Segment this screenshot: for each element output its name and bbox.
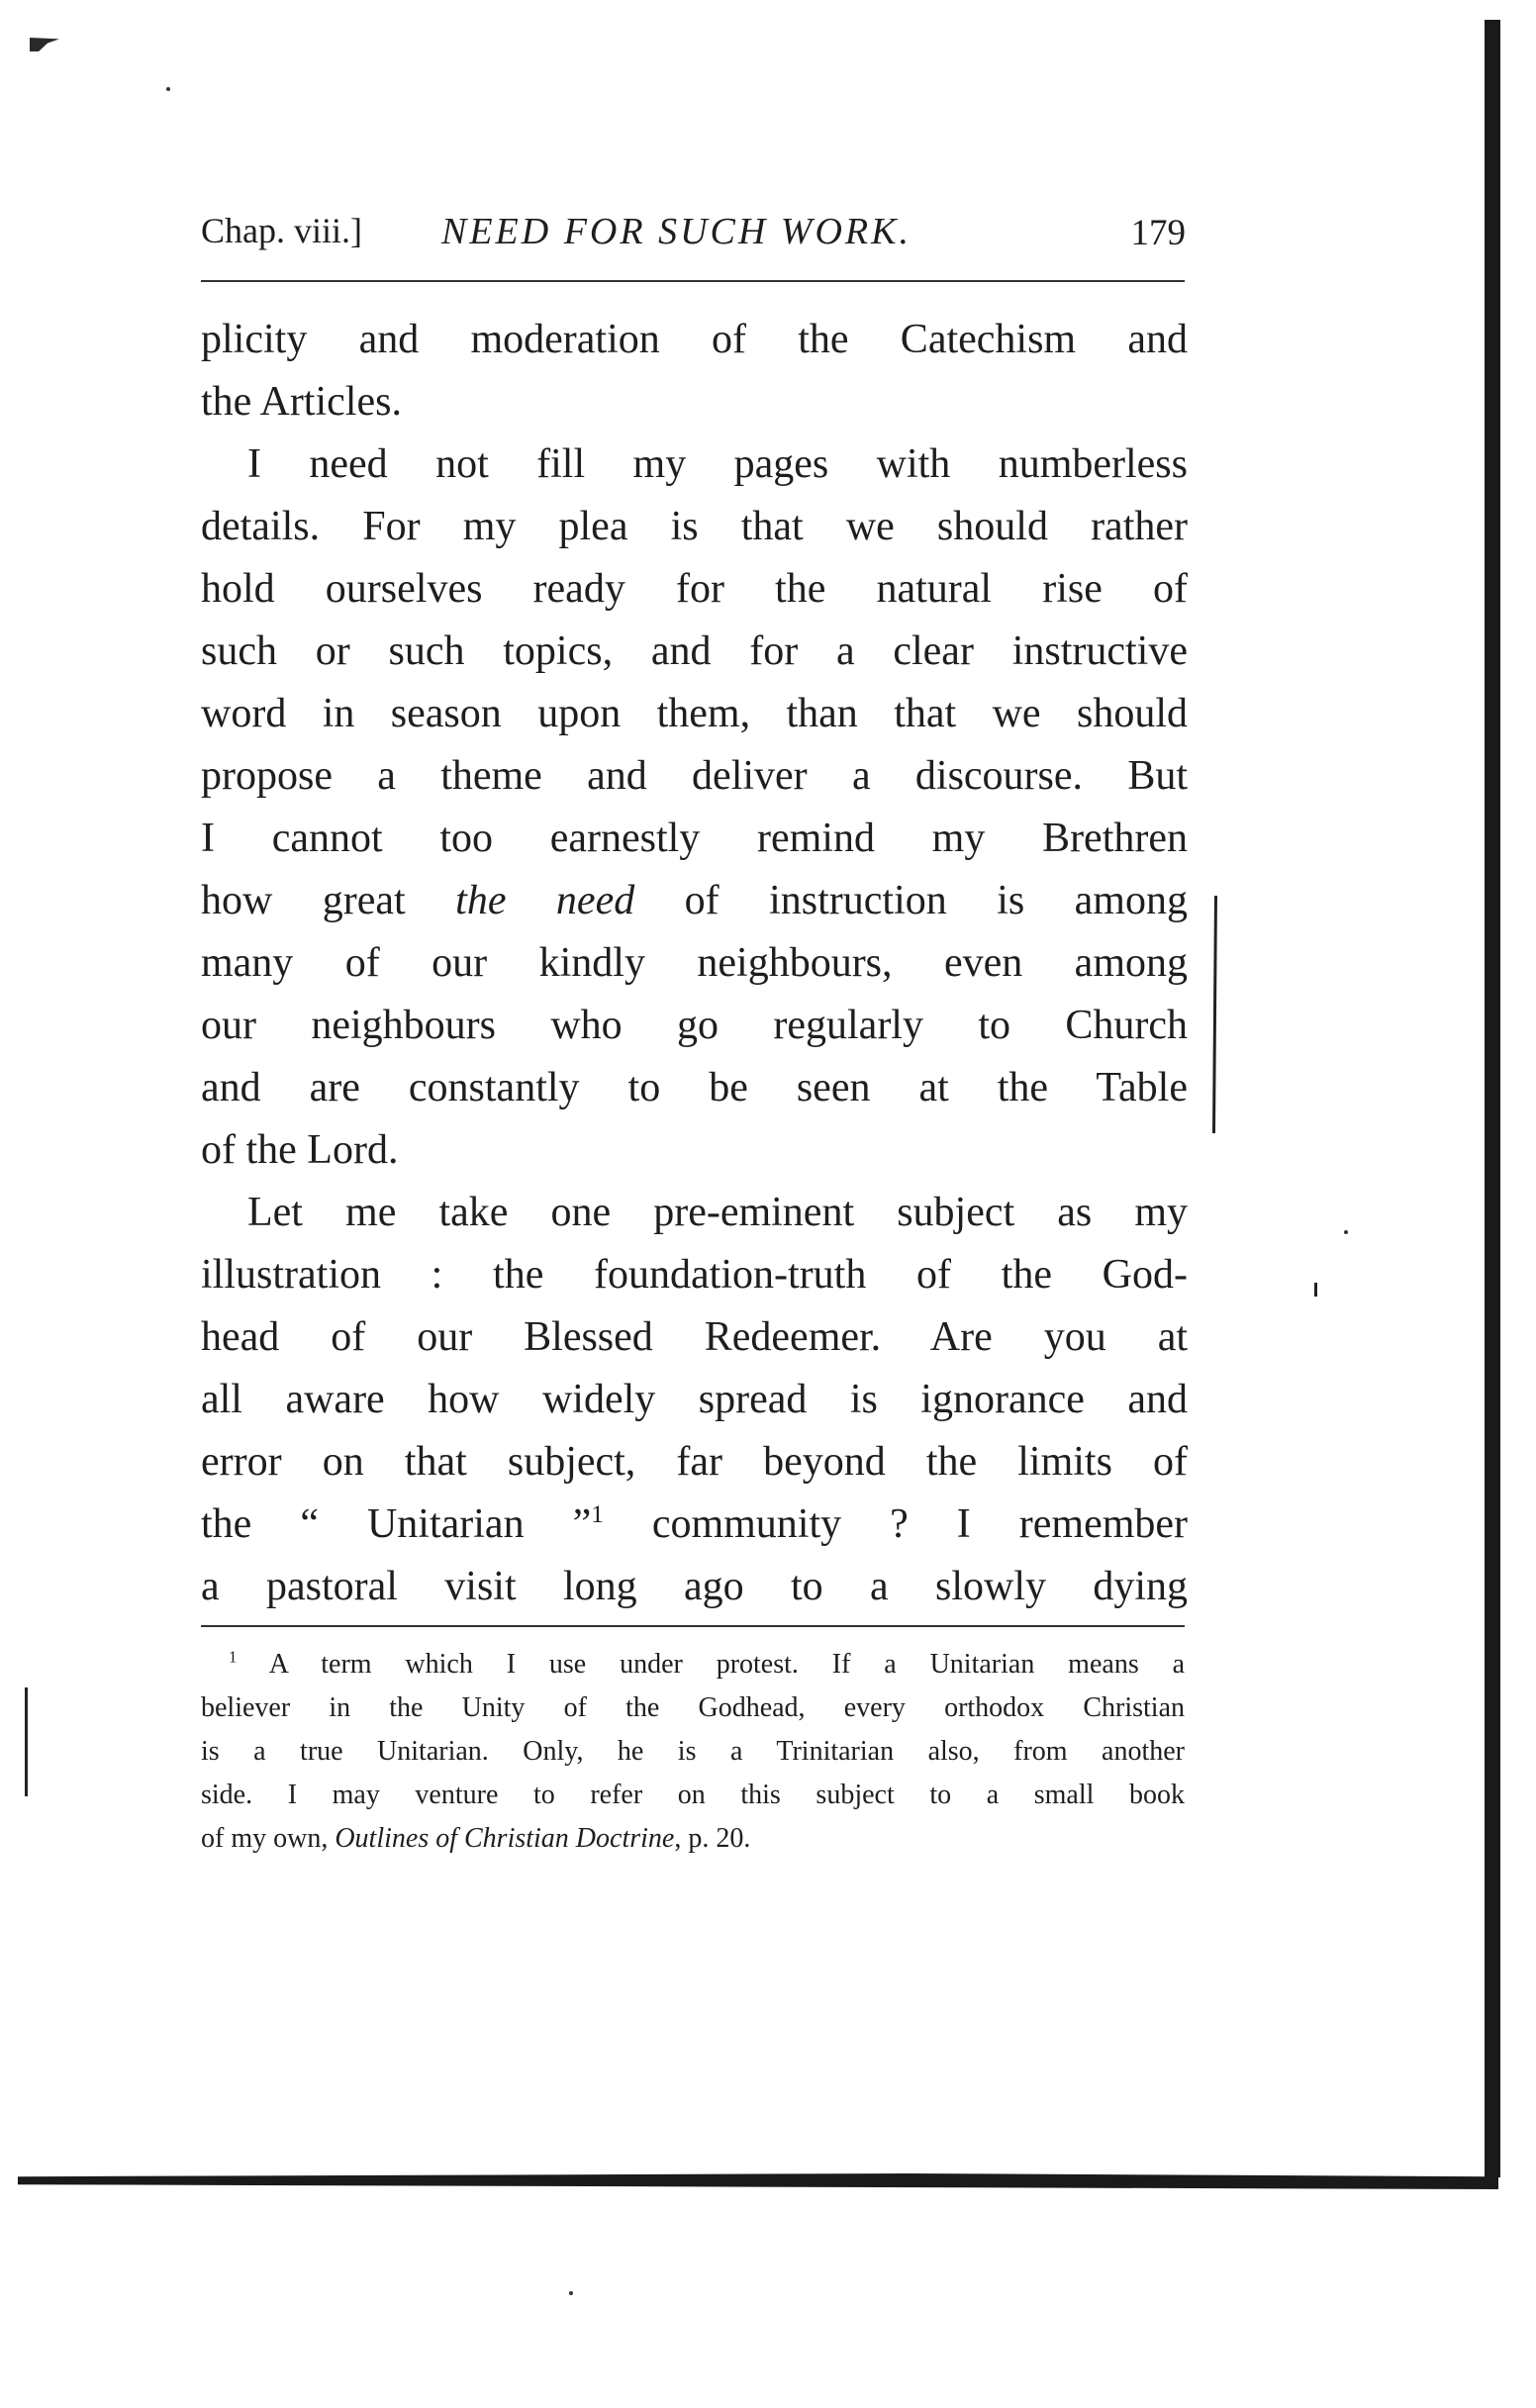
text-line: details. For my plea is that we should rather (201, 504, 1188, 549)
footnote-line (201, 1817, 1185, 1861)
running-title: NEED FOR SUCH WORK. (441, 211, 912, 252)
book-title: Outlines of Christian Doctrine (335, 1823, 675, 1854)
text-line: all aware how widely spread is ignorance and (201, 1377, 1188, 1422)
footnote-line: is a true Unitarian. Only, he is a Trinitarian also, from another (201, 1736, 1185, 1767)
chapter-label: Chap. viii.] (201, 211, 362, 250)
text-line: Let me take one pre-eminent subject as my (247, 1190, 1188, 1235)
text-line: I cannot too earnestly remind my Brethren (201, 816, 1188, 861)
text-line: I need not fill my pages with numberless (247, 441, 1188, 487)
text-line: and are constantly to be seen at the Table (201, 1065, 1188, 1110)
footnote (201, 1643, 1185, 1861)
text-line: many of our kindly neighbours, even among (201, 940, 1188, 986)
text-line (201, 1493, 1188, 1556)
text-line: error on that subject, far beyond the limits of (201, 1439, 1188, 1485)
text-line: our neighbours who go regularly to Church (201, 1003, 1188, 1048)
scan-artifact-corner (30, 38, 59, 51)
text-line: word in season upon them, than that we should (201, 691, 1188, 736)
page-number: 179 (1130, 213, 1186, 253)
text-line (201, 870, 1188, 932)
emphasis-the-need: the need (455, 878, 635, 923)
scan-speck (569, 2291, 573, 2295)
text-line: plicity and moderation of the Catechism and (201, 317, 1188, 362)
footnote-line: side. I may venture to refer on this subject to a small book (201, 1780, 1185, 1810)
text-line: such or such topics, and for a clear instructive (201, 628, 1188, 674)
text-run: the “ Unitarian ” (201, 1501, 592, 1547)
margin-pencil-mark-left (25, 1687, 28, 1796)
margin-pencil-mark (1212, 896, 1217, 1133)
body-text (201, 309, 1188, 1618)
scan-speck (1344, 1230, 1348, 1234)
text-run: how great (201, 878, 456, 923)
text-line: the Articles. (201, 379, 402, 425)
text-line: illustration : the foundation-truth of the God- (201, 1252, 1188, 1298)
margin-speck (1314, 1283, 1317, 1297)
text-line: head of our Blessed Redeemer. Are you at (201, 1314, 1188, 1360)
running-head (201, 210, 1210, 265)
page-edge-bottom (18, 2173, 1498, 2189)
footnote-marker: 1 (229, 1647, 238, 1667)
scan-speck (166, 87, 170, 91)
footnote-line (201, 1643, 1185, 1686)
text-run: of my own, (201, 1823, 336, 1854)
footnote-rule (201, 1625, 1185, 1627)
text-line: a pastoral visit long ago to a slowly dying (201, 1564, 1188, 1609)
text-run: community ? I remember (603, 1501, 1189, 1547)
text-line: propose a theme and deliver a discourse. But (201, 753, 1188, 799)
text-line: of the Lord. (201, 1127, 399, 1173)
text-run: A term which I use under protest. If a Unitarian means a (237, 1649, 1185, 1680)
text-run: , p. 20. (674, 1823, 751, 1854)
text-run: of instruction is among (634, 878, 1188, 923)
footnote-ref: 1 (591, 1501, 604, 1528)
text-line: hold ourselves ready for the natural rise of (201, 566, 1188, 612)
page-edge-right (1485, 20, 1500, 2177)
footnote-line: believer in the Unity of the Godhead, every orthodox Christian (201, 1692, 1185, 1723)
header-rule (201, 280, 1185, 282)
